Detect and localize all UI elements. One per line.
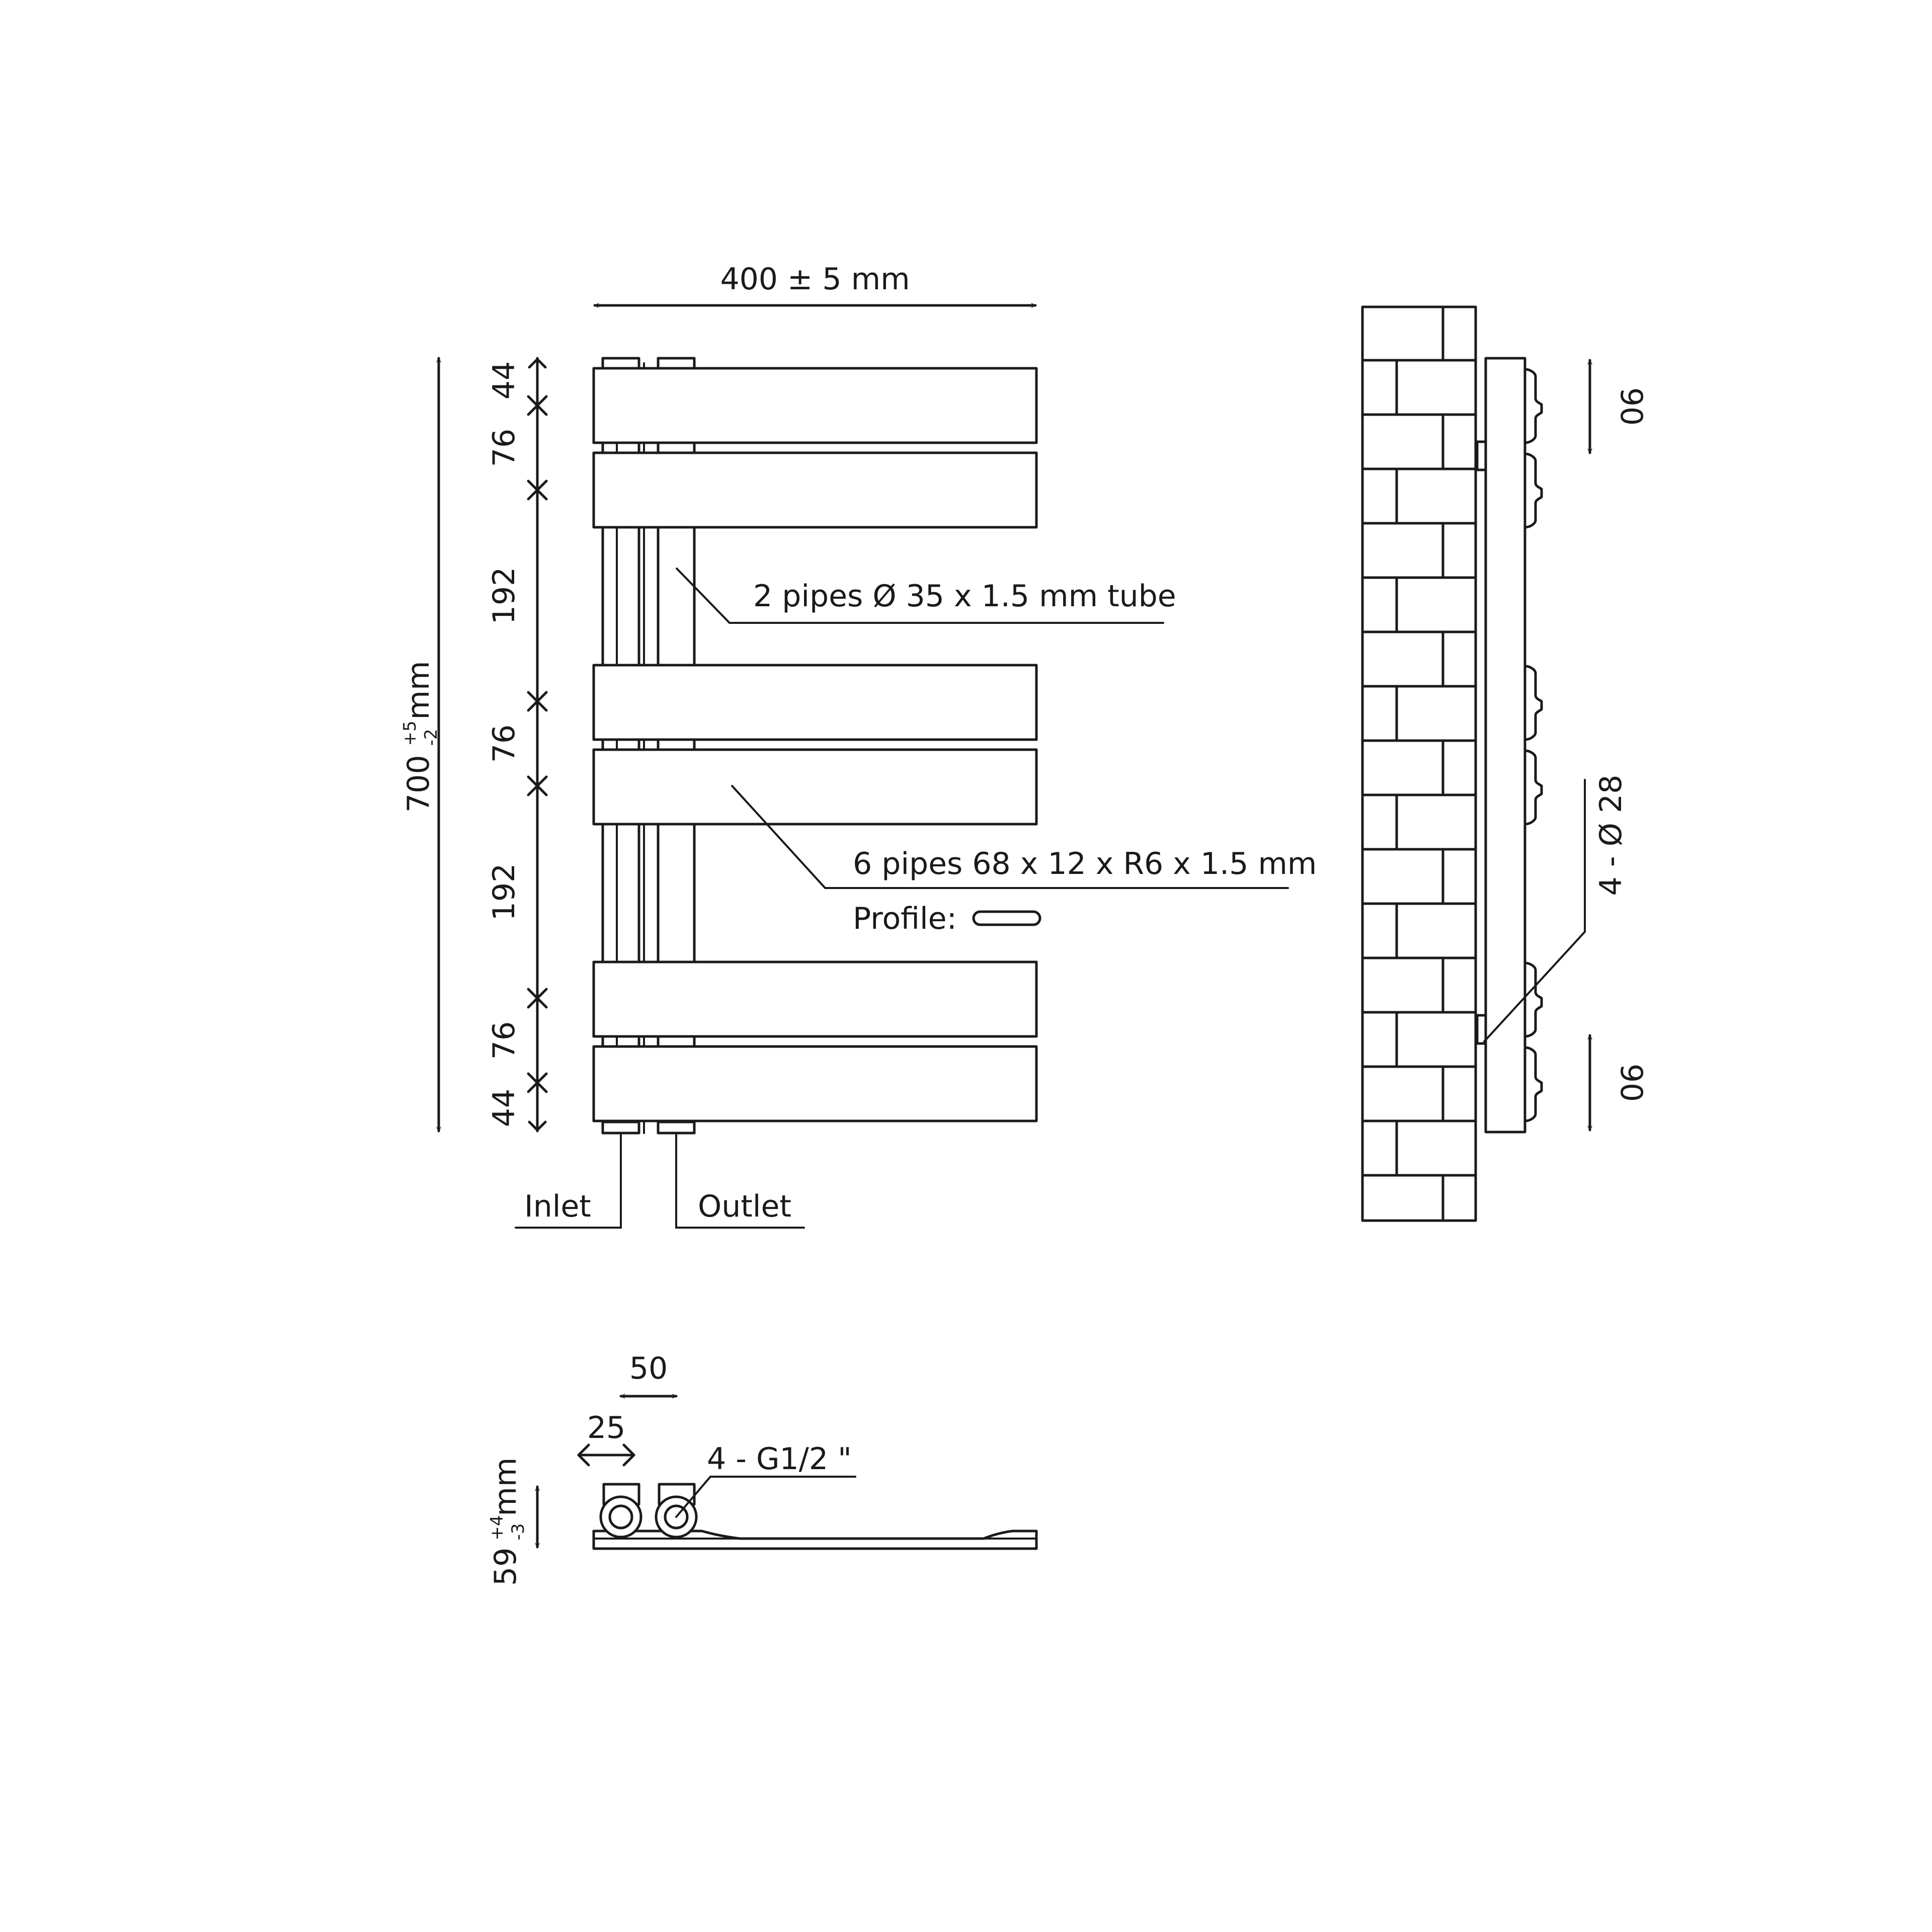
segment-dimension-chain — [487, 358, 546, 1131]
side-collector-pipe — [1486, 358, 1525, 1132]
bars-note: 6 pipes 68 x 12 x R6 x 1.5 mm — [853, 846, 1317, 881]
depth-label: 59+4-3mm — [487, 1457, 528, 1586]
outlet-pipe-bottom-cap — [658, 1122, 694, 1133]
segment-label: 76 — [487, 428, 522, 467]
bar-1 — [594, 368, 1036, 443]
inlet-label: Inlet — [524, 1189, 591, 1224]
front-view — [400, 262, 1317, 1228]
profile-label: Profile: — [853, 901, 957, 936]
edge-offset-dimension — [579, 1410, 634, 1465]
edge-offset-label: 25 — [587, 1410, 626, 1445]
side-top-spacing-dimension — [1590, 360, 1649, 453]
width-dimension — [595, 262, 1035, 305]
bracket-note: 4 - Ø 28 — [1593, 774, 1629, 896]
side-bar-profiles — [1525, 369, 1542, 1121]
pipe-spacing-dimension — [621, 1351, 676, 1396]
segment-label: 192 — [487, 863, 522, 921]
width-dimension-label: 400 ± 5 mm — [720, 262, 910, 297]
connection-labels — [516, 1133, 804, 1228]
vertical-pipes-note: 2 pipes Ø 35 x 1.5 mm tube — [753, 579, 1176, 614]
depth-dimension — [487, 1458, 537, 1586]
segment-label: 192 — [487, 567, 522, 625]
outlet-label: Outlet — [698, 1189, 791, 1224]
pipe-spacing-label: 50 — [629, 1351, 668, 1386]
bar-5 — [594, 962, 1036, 1036]
connection-callout — [676, 1441, 855, 1517]
bottom-bar-profile — [594, 1531, 1036, 1549]
vertical-pipes-callout — [677, 569, 1176, 623]
side-view — [1362, 307, 1649, 1221]
profile-shape-icon — [974, 912, 1040, 925]
bottom-view — [487, 1351, 1036, 1586]
inlet-pipe-bottom-cap — [603, 1122, 639, 1133]
top-spacing-label: 90 — [1614, 387, 1649, 426]
segment-label: 76 — [487, 724, 522, 763]
bar-4 — [594, 750, 1036, 824]
segment-label: 76 — [487, 1021, 522, 1060]
bar-2 — [594, 453, 1036, 527]
segment-label: 44 — [487, 361, 522, 400]
segment-label: 44 — [487, 1088, 522, 1128]
bar-6 — [594, 1046, 1036, 1121]
inlet-fitting — [601, 1484, 641, 1537]
outlet-fitting — [656, 1484, 696, 1537]
bar-3 — [594, 665, 1036, 740]
brick-wall — [1362, 307, 1476, 1221]
connection-note: 4 - G1/2 " — [707, 1441, 852, 1477]
overall-height-label: 700+5-2mm — [400, 661, 441, 813]
side-bottom-spacing-dimension — [1590, 1035, 1649, 1130]
bottom-spacing-label: 90 — [1614, 1063, 1649, 1102]
overall-height-dimension — [400, 358, 441, 1131]
